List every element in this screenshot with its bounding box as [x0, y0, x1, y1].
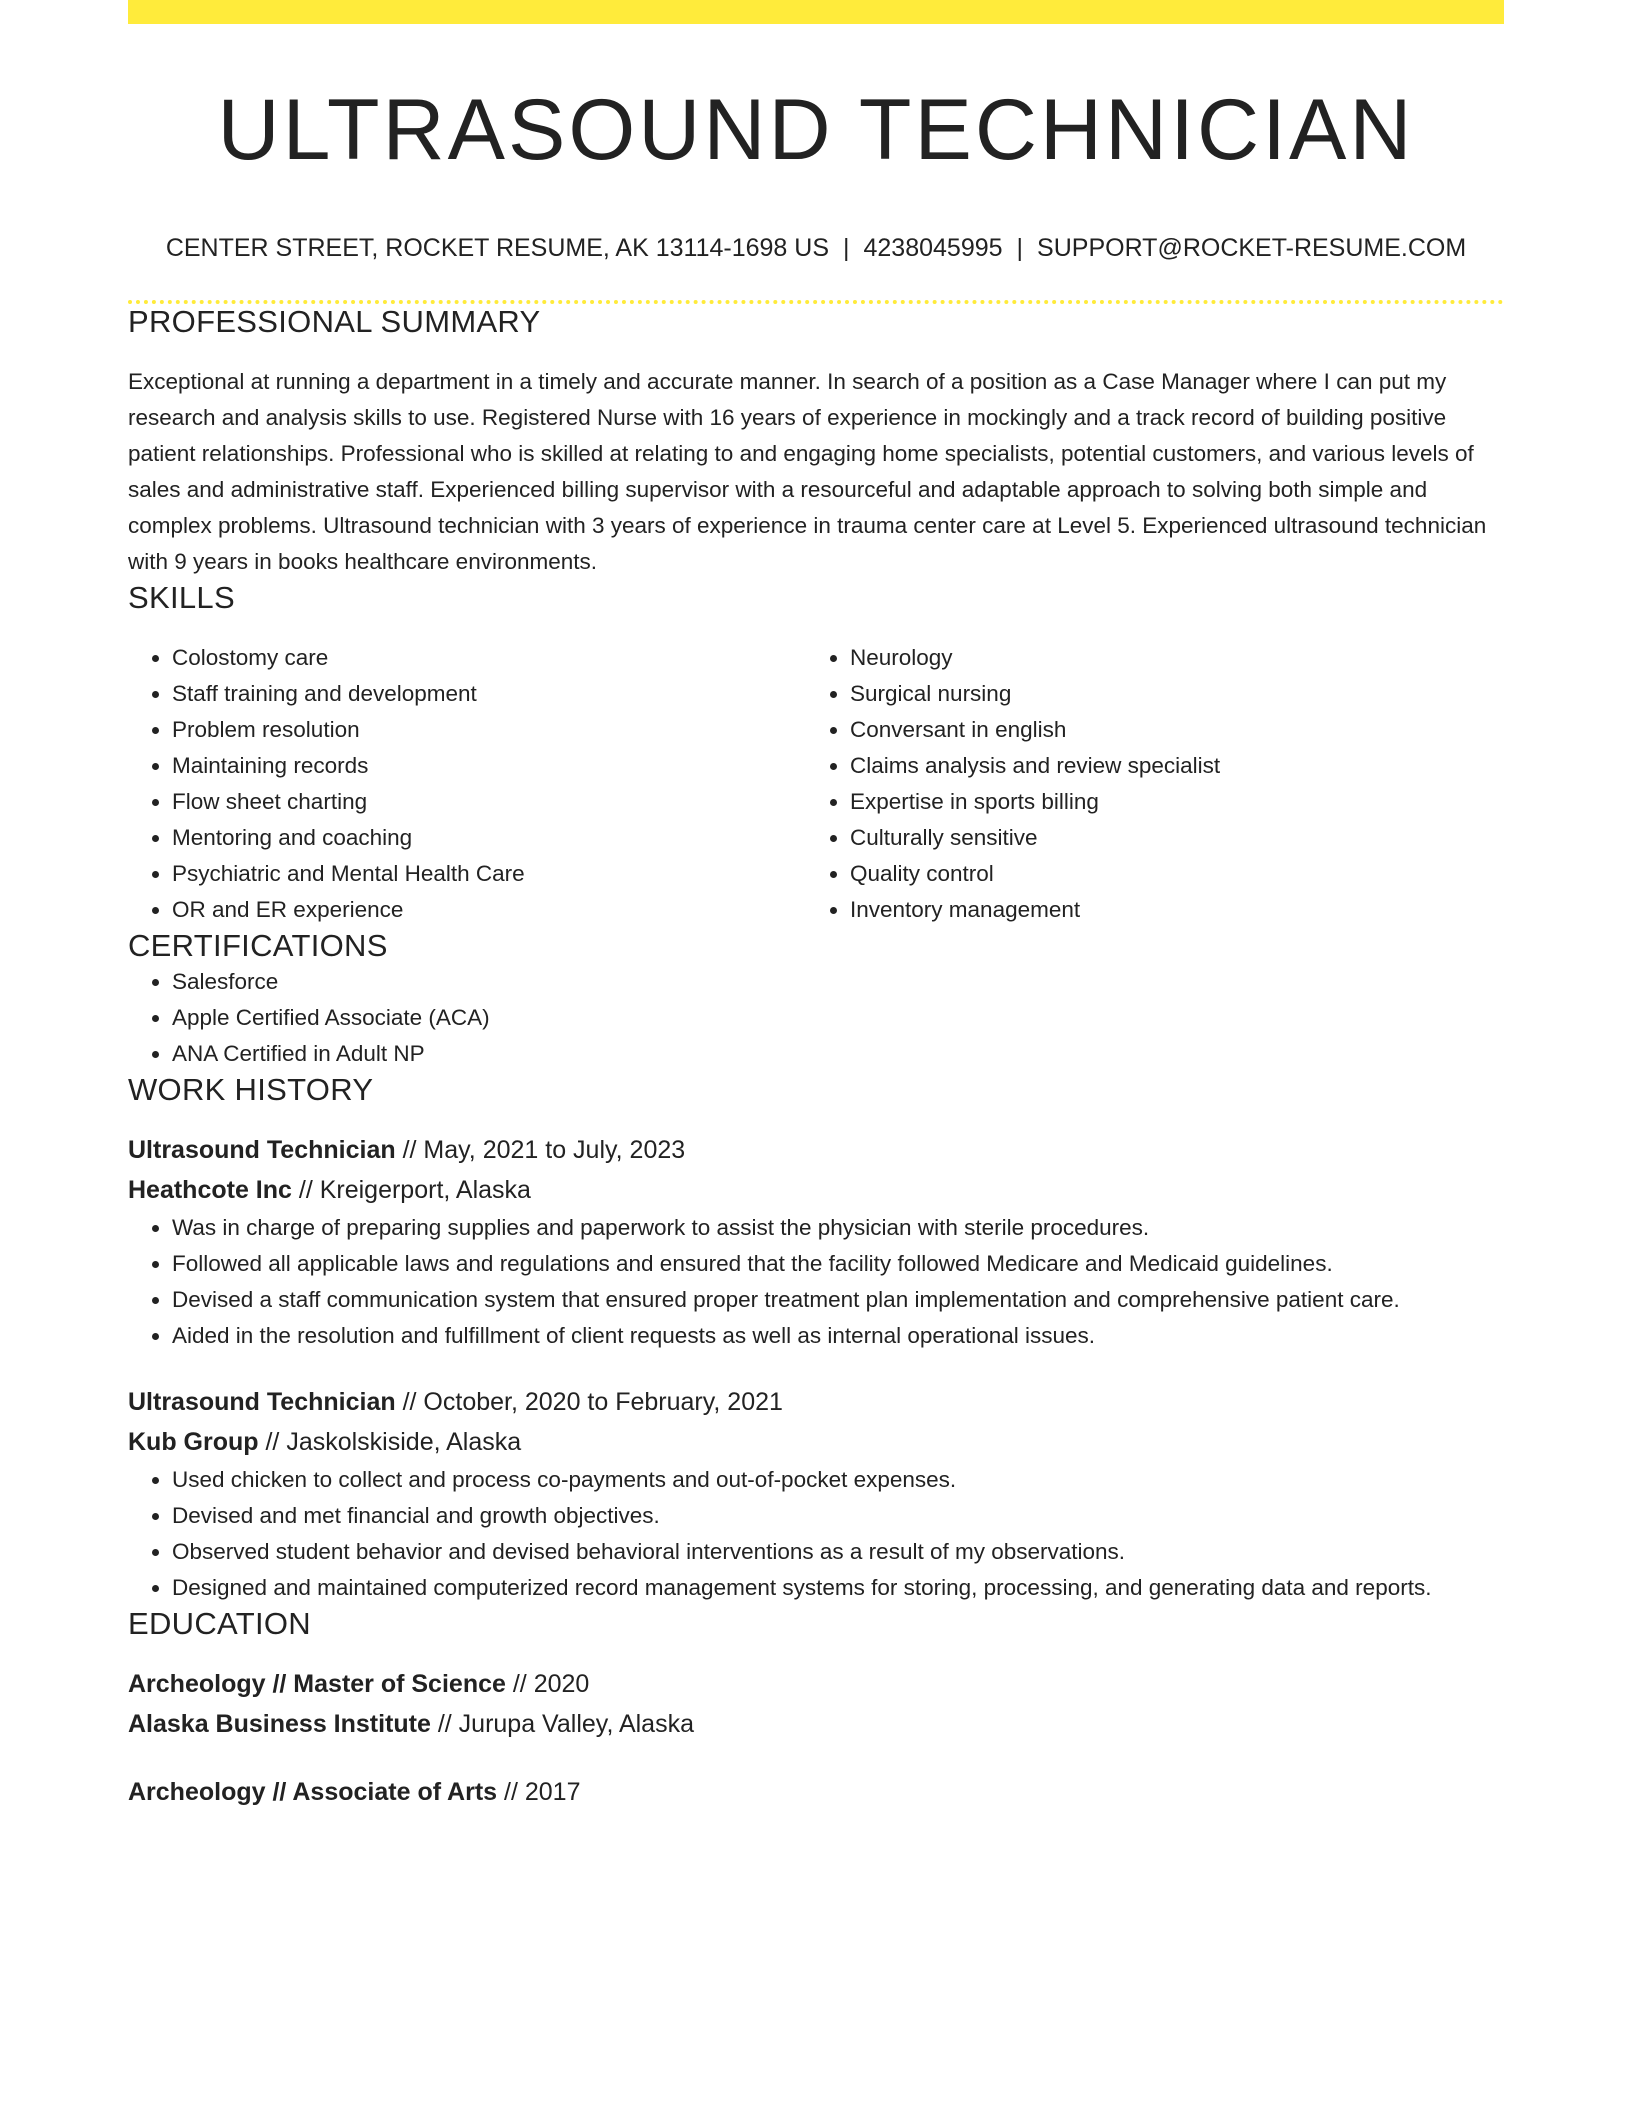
education-degree-line	[128, 1664, 1504, 1704]
contact-phone: 4238045995	[863, 234, 1003, 262]
skill-item: • Staff training and development	[172, 676, 806, 712]
skills-list-left	[128, 640, 806, 928]
skill-item: • Problem resolution	[172, 712, 806, 748]
job-bullet: • Devised a staff communication system that ensured proper treatment plan implementation and comprehensive patient care.	[172, 1282, 1504, 1318]
skill-item: • Claims analysis and review specialist	[850, 748, 1484, 784]
contact-email: SUPPORT@ROCKET-RESUME.COM	[1037, 234, 1467, 262]
summary-heading: PROFESSIONAL SUMMARY	[128, 304, 541, 339]
skill-item: • Culturally sensitive	[850, 820, 1484, 856]
job-entry	[128, 1382, 1504, 1606]
skill-item: • OR and ER experience	[172, 892, 806, 928]
contact-line	[128, 232, 1504, 264]
skills-column-left	[128, 640, 806, 928]
work-history-heading: WORK HISTORY	[128, 1072, 374, 1107]
job-bullet-list	[128, 1462, 1504, 1606]
education-school: Alaska Business Institute	[128, 1710, 431, 1738]
skill-item: • Maintaining records	[172, 748, 806, 784]
education-degree-line	[128, 1772, 1504, 1812]
skill-item: • Quality control	[850, 856, 1484, 892]
job-company: Kub Group	[128, 1428, 259, 1456]
certifications-heading: CERTIFICATIONS	[128, 928, 388, 963]
education-degree: Archeology // Associate of Arts	[128, 1778, 498, 1806]
job-bullet: • Was in charge of preparing supplies and paperwork to assist the physician with sterile procedures.	[172, 1210, 1504, 1246]
job-dates: // October, 2020 to February, 2021	[395, 1388, 783, 1416]
job-title-line	[128, 1382, 1504, 1422]
job-location: // Kreigerport, Alaska	[291, 1176, 531, 1204]
skills-heading: SKILLS	[128, 580, 235, 615]
contact-separator: |	[843, 234, 850, 262]
skill-item: • Psychiatric and Mental Health Care	[172, 856, 806, 892]
summary-text: Exceptional at running a department in a timely and accurate manner. In search of a position as a Case Manager where I can put my research and analysis skills to use. Registered Nurse with 16 years of experience in mockingly and a track record of building positive patient relationships. Professional who is skilled at relating to and engaging home specialists, potential customers, and various levels of sales and administrative staff. Experienced billing supervisor with a resourceful and adaptable approach to solving both simple and complex problems. Ultrasound technician with 3 years of experience in trauma center care at Level 5. Experienced ultrasound technician with 9 years in books healthcare environments.	[128, 369, 1487, 574]
education-year: // 2020	[505, 1670, 590, 1698]
education-year: // 2017	[497, 1778, 581, 1806]
job-bullet: • Followed all applicable laws and regulations and ensured that the facility followed Medicare and Medicaid guidelines.	[172, 1246, 1504, 1282]
skill-item: • Expertise in sports billing	[850, 784, 1484, 820]
job-bullet: • Designed and maintained computerized record management systems for storing, processing, and generating data and reports.	[172, 1570, 1504, 1606]
skill-item: • Inventory management	[850, 892, 1484, 928]
skill-item: • Colostomy care	[172, 640, 806, 676]
skills-grid	[128, 640, 1504, 928]
education-degree: Archeology // Master of Science	[128, 1670, 506, 1698]
job-bullet: • Aided in the resolution and fulfillment of client requests as well as internal operational issues.	[172, 1318, 1504, 1354]
job-role: Ultrasound Technician	[128, 1136, 396, 1164]
job-bullet-list	[128, 1210, 1504, 1354]
certification-item: • Salesforce	[172, 964, 1504, 1000]
education-school-line	[128, 1704, 1504, 1744]
skills-list-right	[806, 640, 1484, 928]
contact-address: CENTER STREET, ROCKET RESUME, AK 13114-1698 US	[165, 234, 829, 262]
education-entry	[128, 1664, 1504, 1744]
resume-content	[128, 0, 1504, 1812]
job-company-line	[128, 1422, 1504, 1462]
job-bullet: • Devised and met financial and growth objectives.	[172, 1498, 1504, 1534]
skill-item: • Mentoring and coaching	[172, 820, 806, 856]
education-heading: EDUCATION	[128, 1606, 311, 1641]
contact-separator: |	[1016, 234, 1024, 262]
skill-item: • Neurology	[850, 640, 1484, 676]
job-company-line	[128, 1170, 1504, 1210]
skill-item: • Surgical nursing	[850, 676, 1484, 712]
job-entry	[128, 1130, 1504, 1354]
job-title-line	[128, 1130, 1504, 1170]
certification-item: • ANA Certified in Adult NP	[172, 1036, 1504, 1072]
job-dates: // May, 2021 to July, 2023	[395, 1136, 686, 1164]
education-entry	[128, 1772, 1504, 1812]
job-role: Ultrasound Technician	[128, 1388, 396, 1416]
job-location: // Jaskolskiside, Alaska	[258, 1428, 522, 1456]
skills-column-right	[806, 640, 1484, 928]
job-company: Heathcote Inc	[128, 1176, 292, 1204]
education-location: // Jurupa Valley, Alaska	[430, 1710, 694, 1738]
certification-item: • Apple Certified Associate (ACA)	[172, 1000, 1504, 1036]
job-bullet: • Observed student behavior and devised behavioral interventions as a result of my observations.	[172, 1534, 1504, 1570]
resume-name: ULTRASOUND TECHNICIAN	[217, 82, 1415, 178]
skill-item: • Flow sheet charting	[172, 784, 806, 820]
skill-item: • Conversant in english	[850, 712, 1484, 748]
job-bullet: • Used chicken to collect and process co-payments and out-of-pocket expenses.	[172, 1462, 1504, 1498]
certifications-list	[128, 964, 1504, 1072]
